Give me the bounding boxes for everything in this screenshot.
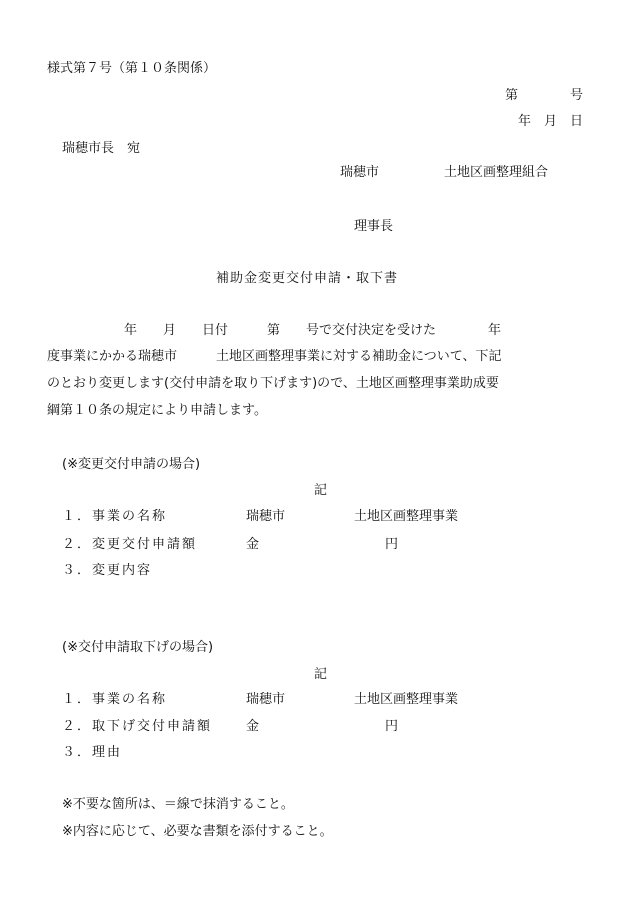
withdraw-section-ki: 記 [314, 667, 328, 682]
applicant-union-line: 瑞穂市 土地区画整理組合 [340, 165, 549, 180]
body-line-4: 綱第１０条の規定により申請します。 [47, 403, 267, 418]
withdraw-item-3-label: ３．理由 [62, 745, 123, 760]
change-item-2-label: ２．変更交付申請額 [62, 537, 198, 552]
body-line-2: 度事業にかかる瑞穂市 土地区画整理事業に対する補助金について、下記 [47, 349, 502, 364]
change-item-2-yen: 円 [385, 537, 399, 552]
applicant-chairman-line: 理事長 [354, 219, 394, 234]
withdraw-item-2-label: ２．取下げ交付申請額 [62, 719, 213, 734]
note-strike-unneeded: ※不要な箇所は、＝線で抹消すること。 [62, 797, 294, 812]
change-item-2-kin: 金 [246, 537, 260, 552]
change-item-1-project: 土地区画整理事業 [354, 509, 459, 524]
withdraw-item-1-label: １．事業の名称 [62, 692, 168, 707]
change-item-1-label: １．事業の名称 [62, 509, 168, 524]
document-number-label: 第 号 [504, 88, 583, 103]
change-item-3-label: ３．変更内容 [62, 563, 153, 578]
body-line-1: 年 月 日付 第 号で交付決定を受けた 年 [124, 323, 502, 338]
body-line-3: のとおり変更します(交付申請を取り下げます)ので、土地区画整理事業助成要 [47, 376, 499, 391]
withdraw-section-heading: (※交付申請取下げの場合) [62, 640, 214, 655]
change-section-ki: 記 [314, 483, 328, 498]
change-section-heading: (※変更交付申請の場合) [62, 457, 201, 472]
note-attach-documents: ※内容に応じて、必要な書類を添付すること。 [62, 824, 333, 839]
withdraw-item-1-city: 瑞穂市 [246, 692, 286, 707]
page-title: 補助金変更交付申請・取下書 [216, 271, 399, 286]
withdraw-item-2-kin: 金 [246, 719, 260, 734]
withdraw-item-1-project: 土地区画整理事業 [354, 692, 459, 707]
withdraw-item-2-yen: 円 [385, 719, 399, 734]
date-label: 年 月 日 [517, 114, 583, 129]
change-item-1-city: 瑞穂市 [246, 509, 286, 524]
addressee: 瑞穂市長 宛 [62, 141, 141, 156]
form-number: 様式第７号（第１０条関係） [47, 61, 217, 76]
